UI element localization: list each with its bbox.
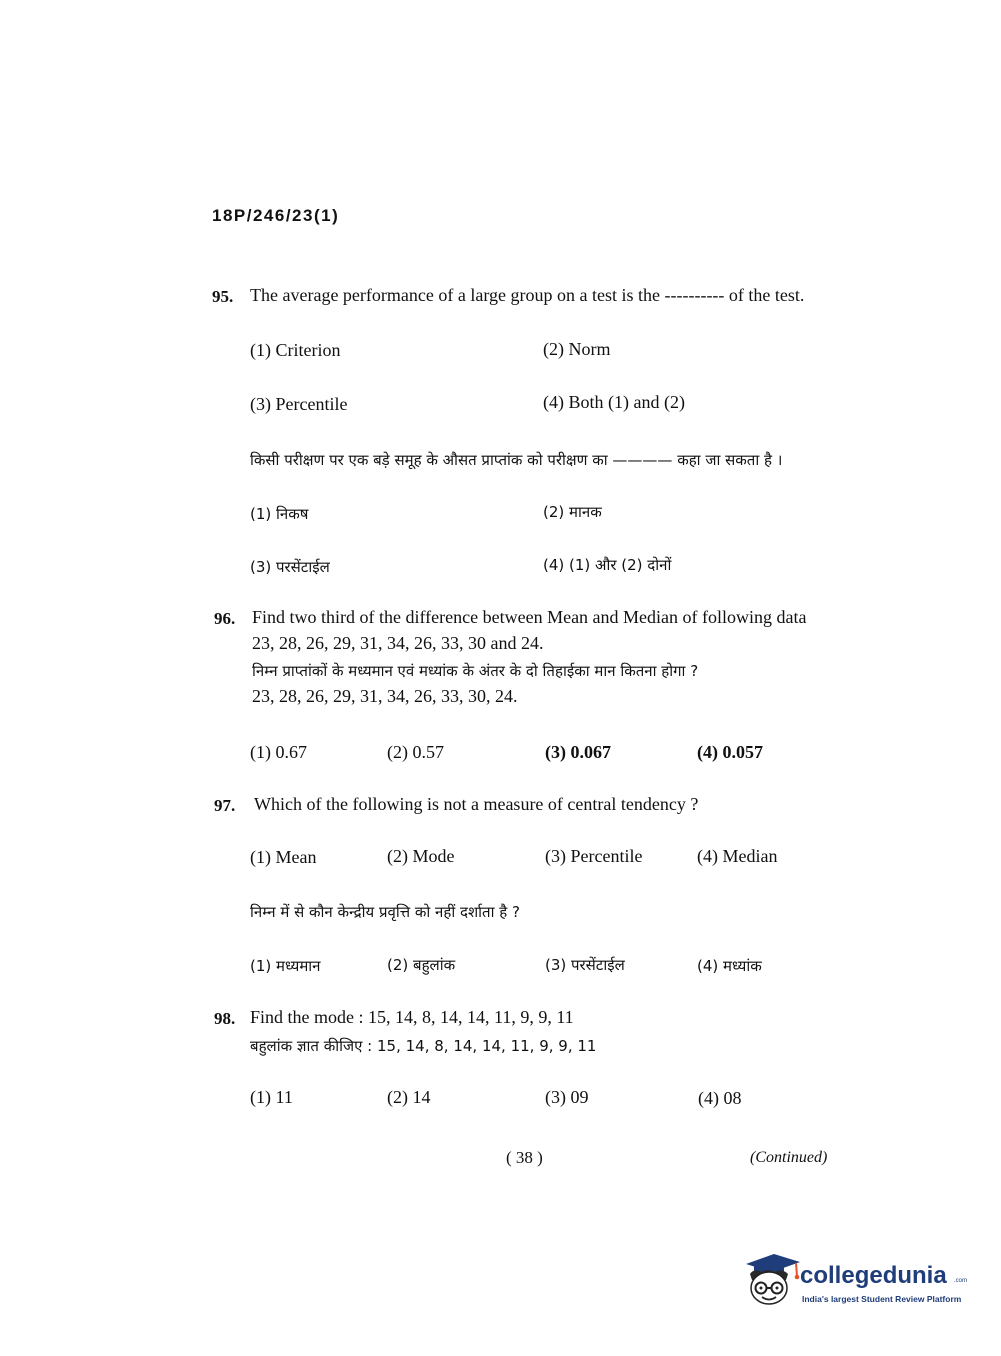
question-97-option-2-en: (2) Mode	[387, 846, 455, 866]
mascot-icon	[740, 1250, 800, 1310]
question-98-option-4: (4) 08	[698, 1088, 742, 1108]
question-95-option-3-hi: (3) परसेंटाईल	[250, 558, 330, 576]
question-96-text-hi-line1: निम्न प्राप्तांकों के मध्यमान एवं मध्यांक के अंतर के दो तिहाईका मान कितना होगा ?	[252, 662, 699, 680]
question-97-option-2-hi: (2) बहुलांक	[387, 956, 456, 974]
continued-label: (Continued)	[750, 1149, 828, 1166]
question-95-option-2-hi: (2) मानक	[543, 503, 602, 521]
question-97-text-hi: निम्न में से कौन केन्द्रीय प्रवृत्ति को नहीं दर्शाता है ?	[250, 903, 520, 921]
question-97-option-3-hi: (3) परसेंटाईल	[545, 956, 625, 974]
question-95-option-1-en: (1) Criterion	[250, 340, 341, 360]
question-98-option-3: (3) 09	[545, 1087, 589, 1107]
question-98-number: 98.	[214, 1009, 236, 1028]
question-97-option-4-hi: (4) मध्यांक	[697, 957, 762, 975]
question-97-number: 97.	[214, 796, 236, 815]
logo-tagline: India's largest Student Review Platform	[802, 1294, 962, 1304]
question-95-number: 95.	[212, 287, 234, 306]
question-97-option-1-en: (1) Mean	[250, 847, 317, 867]
question-96-option-2: (2) 0.57	[387, 742, 444, 762]
question-95-option-4-hi: (4) (1) और (2) दोनों	[543, 556, 672, 574]
question-98-text-hi: बहुलांक ज्ञात कीजिए : 15, 14, 8, 14, 14, 11, 9, 9, 11	[250, 1037, 597, 1055]
question-98-option-1: (1) 11	[250, 1087, 293, 1107]
question-95-option-3-en: (3) Percentile	[250, 394, 348, 414]
question-95-option-4-en: (4) Both (1) and (2)	[543, 392, 685, 412]
question-95-option-1-hi: (1) निकष	[250, 505, 309, 523]
question-96-option-4: (4) 0.057	[697, 742, 763, 762]
page-number: ( 38 )	[506, 1148, 543, 1167]
question-98-text-en: Find the mode : 15, 14, 8, 14, 14, 11, 9, 9, 11	[250, 1007, 574, 1027]
question-96-text-en-line1: Find two third of the difference between Mean and Median of following data	[252, 607, 807, 627]
question-96-number: 96.	[214, 609, 236, 628]
question-95-text-hi: किसी परीक्षण पर एक बड़े समूह के औसत प्राप्तांक को परीक्षण का ———— कहा जा सकता है ।	[250, 451, 783, 469]
question-96-text-hi-line2: 23, 28, 26, 29, 31, 34, 26, 33, 30, 24.	[252, 686, 518, 706]
question-95-option-2-en: (2) Norm	[543, 339, 611, 359]
question-97-text-en: Which of the following is not a measure of central tendency ?	[254, 794, 699, 814]
question-97-option-4-en: (4) Median	[697, 846, 778, 866]
question-96-option-1: (1) 0.67	[250, 742, 307, 762]
paper-code: 18P/246/23(1)	[212, 206, 340, 225]
question-95-text-en: The average performance of a large group on a test is the ---------- of the test.	[250, 285, 805, 305]
question-98-option-2: (2) 14	[387, 1087, 431, 1107]
question-96-option-3: (3) 0.067	[545, 742, 611, 762]
logo-wordmark: collegedunia	[800, 1262, 947, 1289]
question-97-option-1-hi: (1) मध्यमान	[250, 957, 321, 975]
question-97-option-3-en: (3) Percentile	[545, 846, 643, 866]
logo-domain-suffix: .com	[954, 1278, 968, 1284]
question-96-text-en-line2: 23, 28, 26, 29, 31, 34, 26, 33, 30 and 24.	[252, 633, 544, 653]
collegedunia-logo[interactable]	[740, 1250, 970, 1312]
